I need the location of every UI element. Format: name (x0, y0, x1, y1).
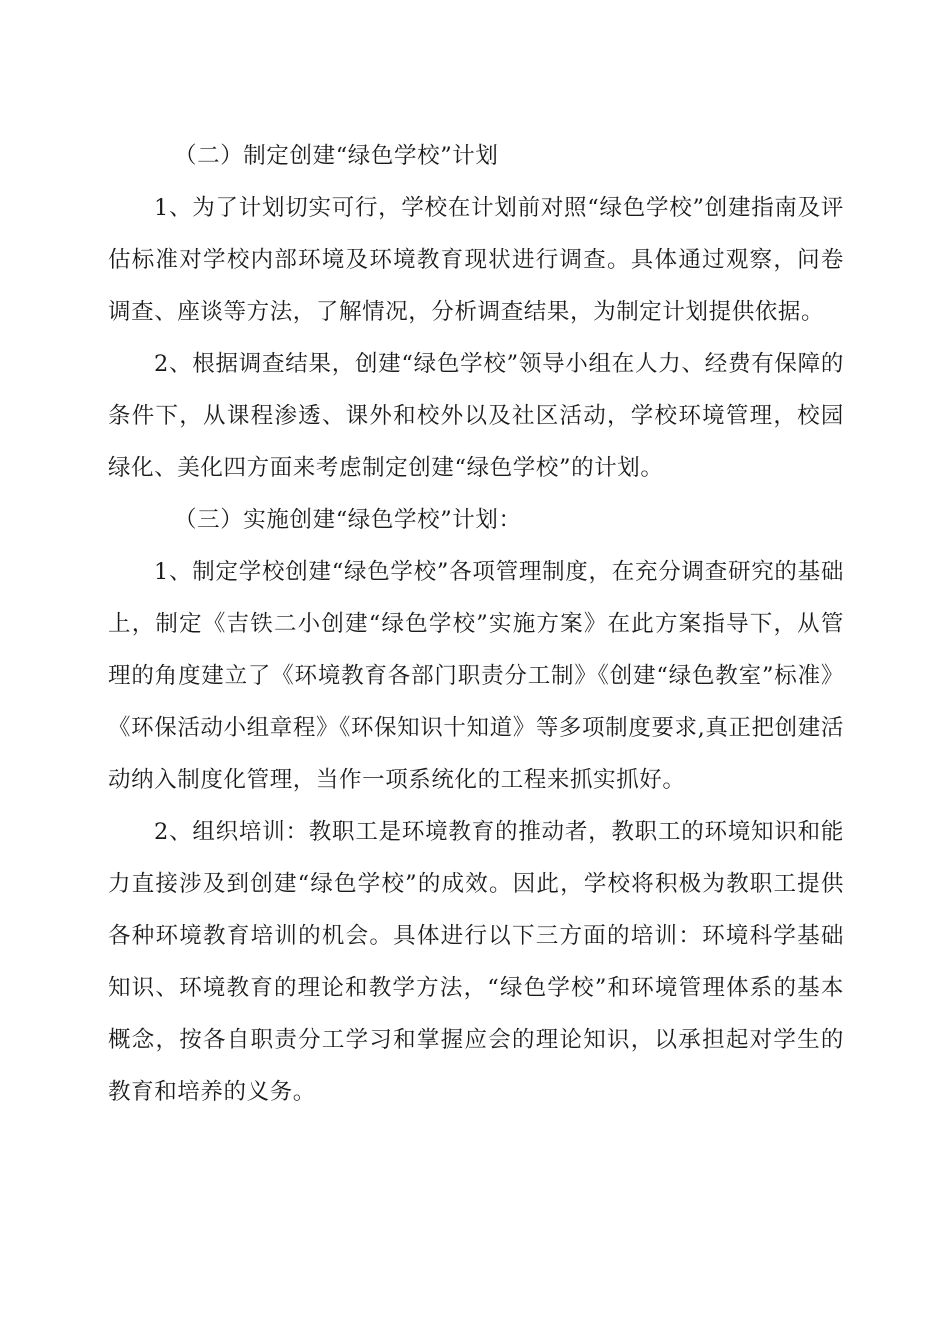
paragraph-2-1: 1、为了计划切实可行，学校在计划前对照“绿色学校”创建指南及评估标准对学校内部环境及环境教育现状进行调查。具体通过观察，问卷调查、座谈等方法，了解情况，分析调查结果，为制定计划提供依据。 (108, 195, 844, 325)
paragraph-3-2: 2、组织培训：教职工是环境教育的推动者，教职工的环境知识和能力直接涉及到创建“绿色学校”的成效。因此，学校将积极为教职工提供各种环境教育培训的机会。具体进行以下三方面的培训：环境科学基础知识、环境教育的理论和教学方法，“绿色学校”和环境管理体系的基本概念，按各自职责分工学习和掌握应会的理论知识，以承担起对学生的教育和培养的义务。 (108, 819, 844, 1105)
section-heading-2: （二）制定创建“绿色学校”计划 (174, 143, 499, 169)
document-body (108, 130, 844, 1118)
section-heading-3: （三）实施创建“绿色学校”计划： (174, 507, 522, 533)
paragraph-2-2: 2、根据调查结果，创建“绿色学校”领导小组在人力、经费有保障的条件下，从课程渗透、课外和校外以及社区活动，学校环境管理，校园绿化、美化四方面来考虑制定创建“绿色学校”的计划。 (108, 351, 844, 481)
paragraph-3-1: 1、制定学校创建“绿色学校”各项管理制度，在充分调查研究的基础上，制定《吉铁二小创建“绿色学校”实施方案》在此方案指导下，从管理的角度建立了《环境教育各部门职责分工制》《创建“绿色教室”标准》《环保活动小组章程》《环保知识十知道》等多项制度要求,真正把创建活动纳入制度化管理，当作一项系统化的工程来抓实抓好。 (108, 559, 844, 793)
